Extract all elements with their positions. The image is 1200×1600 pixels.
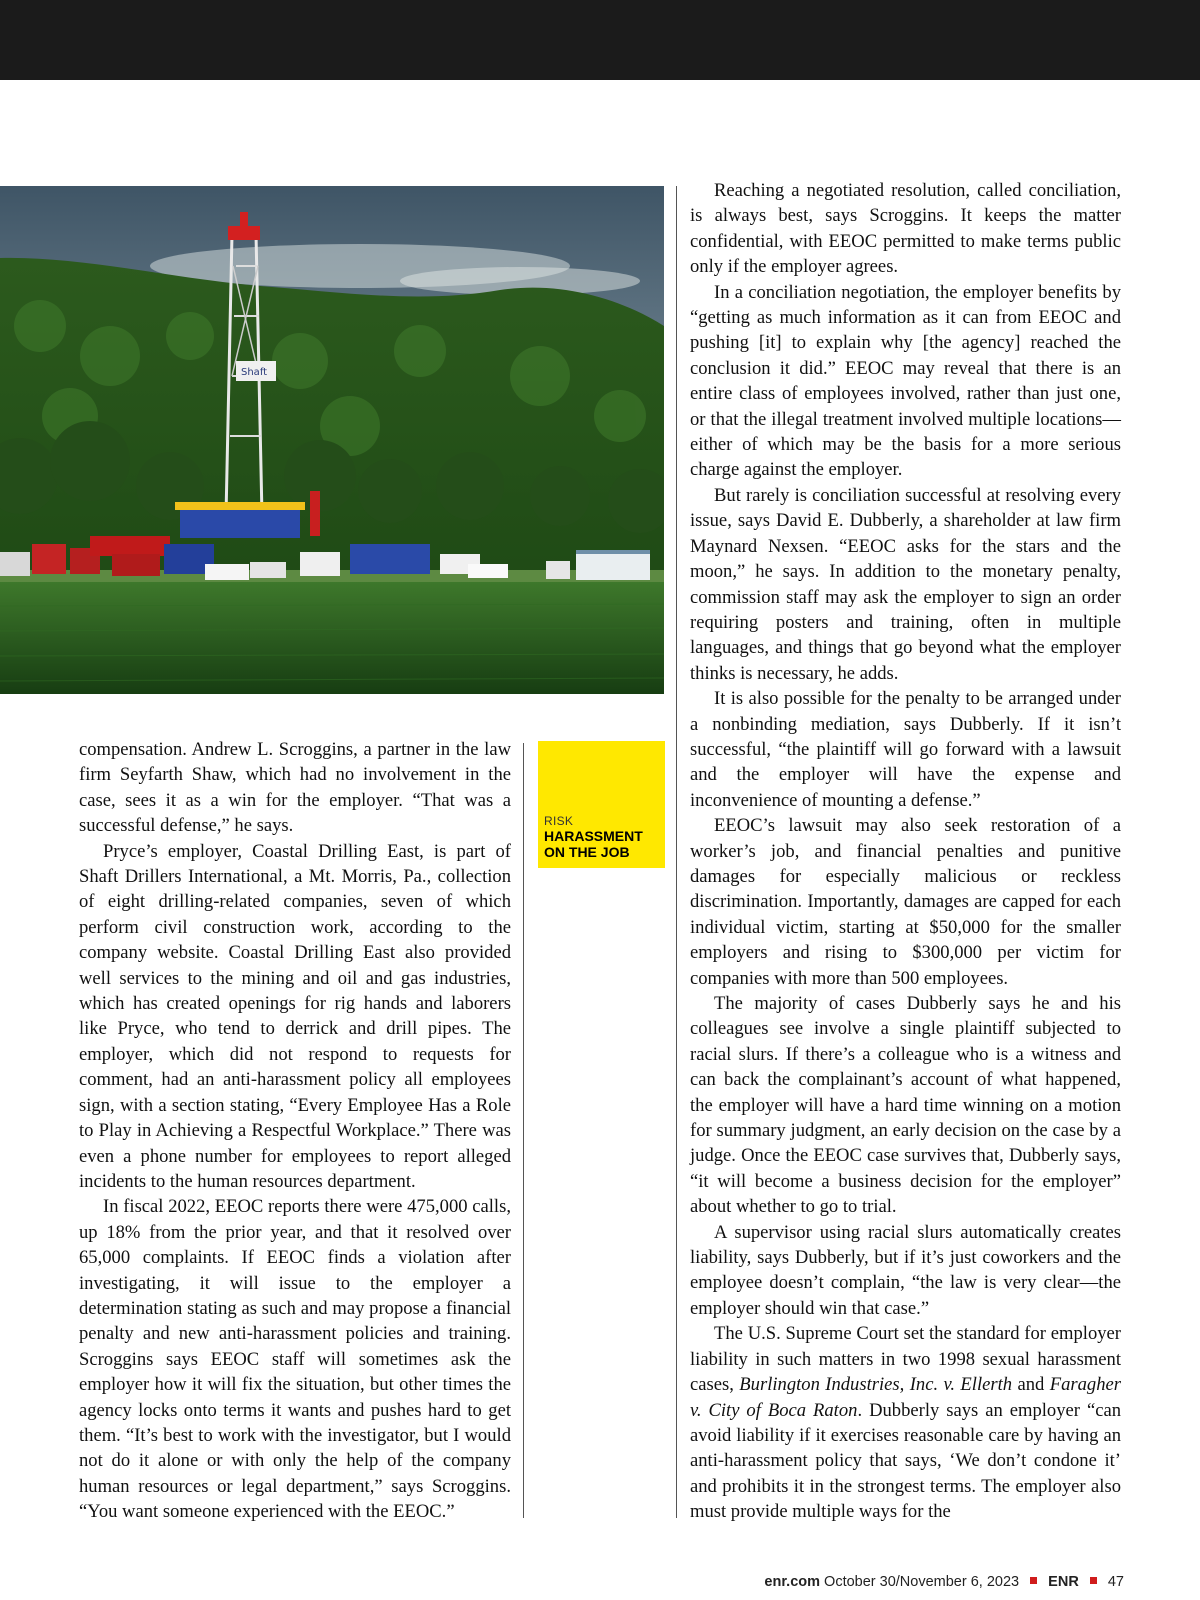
separator-square-icon	[1030, 1577, 1037, 1584]
body-paragraph: The majority of cases Dubberly says he and his colleagues see involve a single plaintiff subjected to racial slurs. If there’s a colleague who is a witness and can back the complainant’s account of what happened, the employer will have a hard time winning on a motion for summary judgment, an early decision on the case by a judge. Once the EEOC case survives that, Dubberly says, “it will become a business decision for the employer” about whether to go to trial.	[690, 993, 1121, 1218]
footer-site[interactable]: enr.com	[764, 1574, 821, 1590]
page-footer	[764, 1574, 1124, 1590]
column-divider	[676, 186, 677, 1518]
text-run: and	[1012, 1374, 1050, 1396]
body-paragraph	[690, 1321, 1121, 1524]
text-run: The U.S. Supreme Court set the standard for employer liability in such matters in two 1998 sexual harassment cases,	[690, 1323, 1121, 1396]
body-paragraph: A supervisor using racial slurs automatically creates liability, says Dubberly, but if it’s just coworkers and the employee doesn’t complain, “the law is very clear—the employer should win that case.”	[690, 1221, 1121, 1319]
body-paragraph: In fiscal 2022, EEOC reports there were 475,000 calls, up 18% from the prior year, and that it resolved over 65,000 complaints. If EEOC finds a violation after investigating, it will issue to the employer a determination stating as such and may propose a financial penalty and new anti-harassment policies and training. Scroggins says EEOC staff will sometimes ask the employer how it will fix the situation, but other times the agency locks onto terms it wants and pushes hard to get them. “It’s best to work with the investigator, but I would not do it alone or with only the help of the company human resources or legal department,” says Scroggins. “You want someone experienced with the EEOC.”	[79, 1196, 511, 1523]
footer-magazine: ENR	[1048, 1574, 1079, 1590]
separator-square-icon	[1090, 1577, 1097, 1584]
body-paragraph: Pryce’s employer, Coastal Drilling East, is part of Shaft Drillers International, a Mt. Morris, Pa., collection of eight drilling-related companies, seven of which perform civil construction work, according to the company website. Coastal Drilling East also provided well services to the mining and oil and gas industries, which has created openings for rig hands and laborers like Pryce, who tend to derrick and drill pipes. The employer, which did not respond to requests for comment, had an anti-harassment policy all employees sign, with a section stating, “Every Employee Has a Role to Play in Achieving a Respectful Workplace.” There was even a phone number for employees to report alleged incidents to the human resources department.	[79, 840, 511, 1192]
body-paragraph: EEOC’s lawsuit may also seek restoration of a worker’s job, and financial penalties and punitive damages for especially malicious or reckless discrimination. Importantly, damages are capped for each individual victim, starting at $50,000 for the smaller employers and rising to $300,000 per victim for companies with more than 500 employees.	[690, 815, 1121, 989]
case-name: Burlington Industries, Inc. v. Ellerth	[739, 1374, 1013, 1396]
case-name: Faragher v. City of Boca Raton	[690, 1374, 1121, 1421]
right-text-column	[690, 178, 1121, 1525]
left-text-column	[79, 737, 511, 1525]
text-run: . Dubberly says an employer “can avoid liability if it exercises reasonable care by having an anti-harassment policy that says, ‘We don’t condone it’ and prohibits it in the strongest terms. The employer also must provide multiple ways for the	[690, 1399, 1121, 1523]
section-tag	[538, 741, 665, 868]
body-paragraph: compensation. Andrew L. Scroggins, a partner in the law firm Seyfarth Shaw, which had no involvement in the case, sees it as a win for the employer. “That was a successful defense,” he says.	[79, 739, 511, 837]
footer-date: October 30/November 6, 2023	[824, 1574, 1020, 1590]
rig-sign-text: Shaft	[241, 367, 268, 378]
body-paragraph: It is also possible for the penalty to be arranged under a nonbinding mediation, says Dubberly. If it isn’t successful, “the plaintiff will go forward with a lawsuit and the employer will have the expense and inconvenience of mounting a defense.”	[690, 688, 1121, 811]
section-tag-title: HARASSMENT ON THE JOB	[544, 828, 643, 860]
page-number: 47	[1107, 1574, 1124, 1590]
top-black-band	[0, 0, 1200, 80]
drilling-rig-photo	[0, 186, 664, 694]
body-paragraph: Reaching a negotiated resolution, called conciliation, is always best, says Scroggins. It keeps the matter confidential, with EEOC permitted to make terms public only if the employer agrees.	[690, 180, 1121, 278]
section-tag-kicker: RISK	[544, 814, 574, 828]
body-paragraph: But rarely is conciliation successful at resolving every issue, says David E. Dubberly, a shareholder at law firm Maynard Nexsen. “EEOC asks for the stars and the moon,” he says. In addition to the monetary penalty, commission staff may ask the employer to sign an order requiring posters and training, often in multiple languages, and things that go beyond what the employer thinks is necessary, he adds.	[690, 484, 1121, 684]
body-paragraph: In a conciliation negotiation, the employer benefits by “getting as much information as it can from EEOC and pushing [it] to explain why [the agency] reached the conclusion it did.” EEOC may reveal that there is an entire class of employees involved, rather than just one, or that the illegal treatment involved multiple locations—either of which may be the basis for a more serious charge against the employer.	[690, 281, 1121, 481]
column-divider	[523, 743, 524, 1518]
